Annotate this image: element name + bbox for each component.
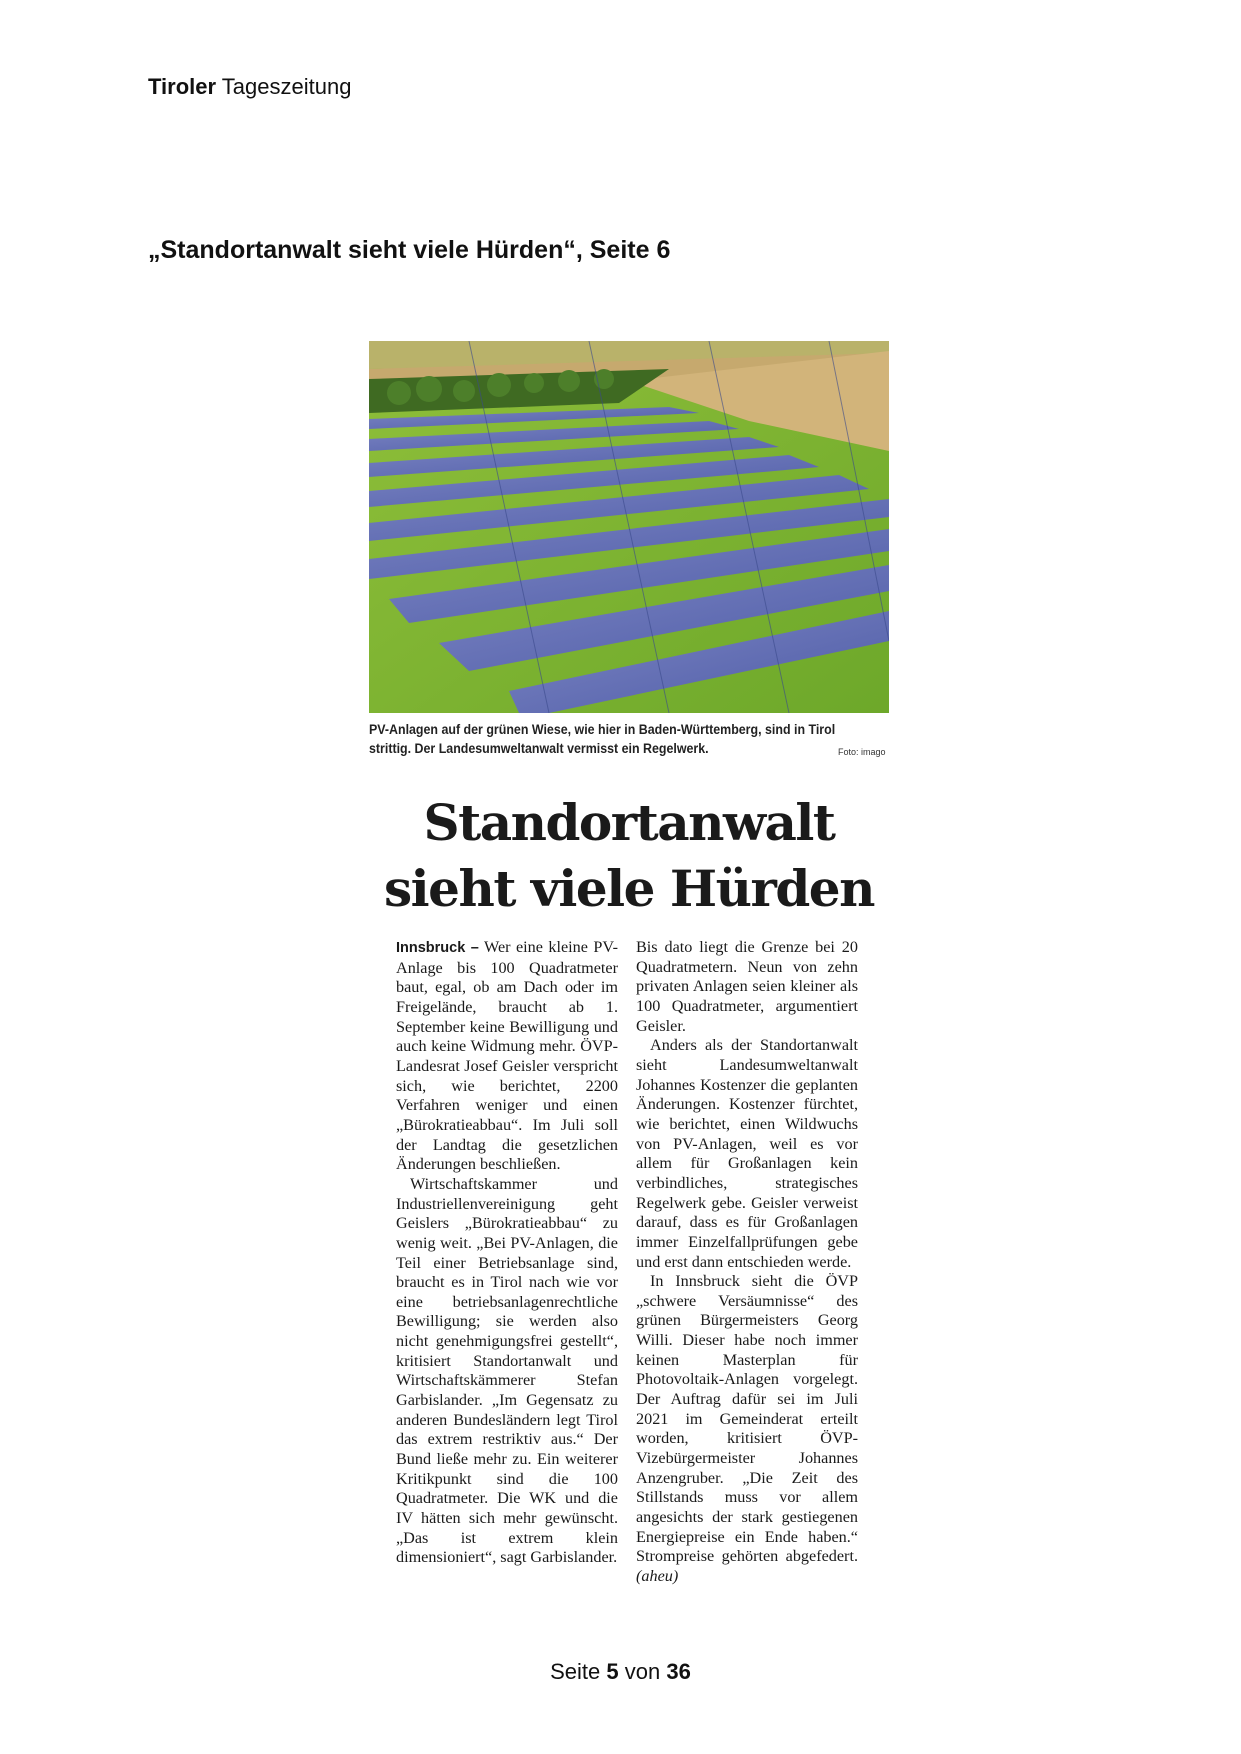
paragraph-text: Wer eine kleine PV-Anlage bis 100 Quadratmeter baut, egal, ob am Dach oder im Freigelände, braucht ab 1. September keine Bewilligung und auch keine Widmung mehr. ÖVP-Landesrat Josef Geisler verspricht sich, wie berichtet, 2200 Verfahren weniger und einen „Bürokratieabbau“. Im Juli soll der Landtag die gesetzlichen Änderungen beschließen. xyxy=(396,938,618,1174)
article-column-2 xyxy=(636,938,858,1587)
article-headline xyxy=(369,790,889,922)
paragraph: Bis dato liegt die Grenze bei 20 Quadratmetern. Neun von zehn privaten Anlagen seien kleiner als 100 Quadratmeter, argumentiert Geisler. xyxy=(636,938,858,1035)
photo-credit: Foto: imago xyxy=(838,747,886,757)
page-prefix: Seite xyxy=(550,1659,601,1684)
publication-name-rest: Tageszeitung xyxy=(221,74,352,99)
dateline: Innsbruck – xyxy=(396,940,479,956)
author-tag: (aheu) xyxy=(636,1567,679,1585)
photo-caption: PV-Anlagen auf der grünen Wiese, wie hier in Baden-Württemberg, sind in Tirol strittig. Der Landesumweltanwalt vermisst ein Regelwerk. xyxy=(369,722,836,756)
headline-line-2: sieht viele Hürden xyxy=(384,859,874,918)
current-page: 5 xyxy=(606,1659,619,1684)
page-middle: von xyxy=(624,1659,661,1684)
paragraph: Anders als der Standortanwalt sieht Landesumweltanwalt Johannes Kostenzer die geplanten Änderungen. Kostenzer fürchtet, wie berichtet, einen Wildwuchs von PV-Anlagen, weil es vor allem für Großanlagen kein verbindliches, strategisches Regelwerk gebe. Geisler verweist darauf, dass es für Großanlagen immer Einzelfallprüfungen gebe und erst dann entschieden werde. xyxy=(636,1036,858,1271)
paragraph xyxy=(636,1272,858,1587)
page-number-footer xyxy=(0,1659,1241,1685)
article-reference-title: „Standortanwalt sieht viele Hürden“, Seite 6 xyxy=(148,236,671,264)
publication-name-bold: Tiroler xyxy=(148,74,217,99)
paragraph: Wirtschaftskammer und Industriellenvereinigung geht Geislers „Bürokratieabbau“ zu wenig weit. „Bei PV-Anlagen, die Teil einer Betriebsanlage sind, braucht es in Tirol nach wie vor eine betriebsanlagenrechtliche Bewilligung; sie werden also nicht genehmigungsfrei gestellt“, kritisiert Standortanwalt und Wirtschaftskämmerer Stefan Garbislander. „Im Gegensatz zu anderen Bundesländern legt Tirol das extrem restriktiv aus.“ Der Bund ließe mehr zu. Ein weiterer Kritikpunkt sind die 100 Quadratmeter. Die WK und die IV hätten sich mehr gewünscht. „Das ist extrem klein dimensioniert“, sagt Garbislander. xyxy=(396,1174,618,1567)
publication-name xyxy=(148,74,351,100)
solar-panel-field-photo xyxy=(369,341,889,713)
paragraph-text: In Innsbruck sieht die ÖVP „schwere Versäumnisse“ des grünen Bürgermeisters Georg Willi. Dieser habe noch immer keinen Masterplan für Photovoltaik-Anlagen vorgelegt. Der Auftrag dafür sei im Juli 2021 im Gemeinderat erteilt worden, kritisiert ÖVP-Vizebürgermeister Johannes Anzengruber. „Die Zeit des Stillstands muss vor allem angesichts der stark gestiegenen Energiepreise ein Ende haben.“ Strompreise gehörten abgefedert. xyxy=(636,1272,858,1566)
paragraph xyxy=(396,938,618,1175)
headline-line-1: Standortanwalt xyxy=(423,793,835,852)
article-column-1 xyxy=(396,938,618,1568)
total-pages: 36 xyxy=(666,1659,691,1684)
